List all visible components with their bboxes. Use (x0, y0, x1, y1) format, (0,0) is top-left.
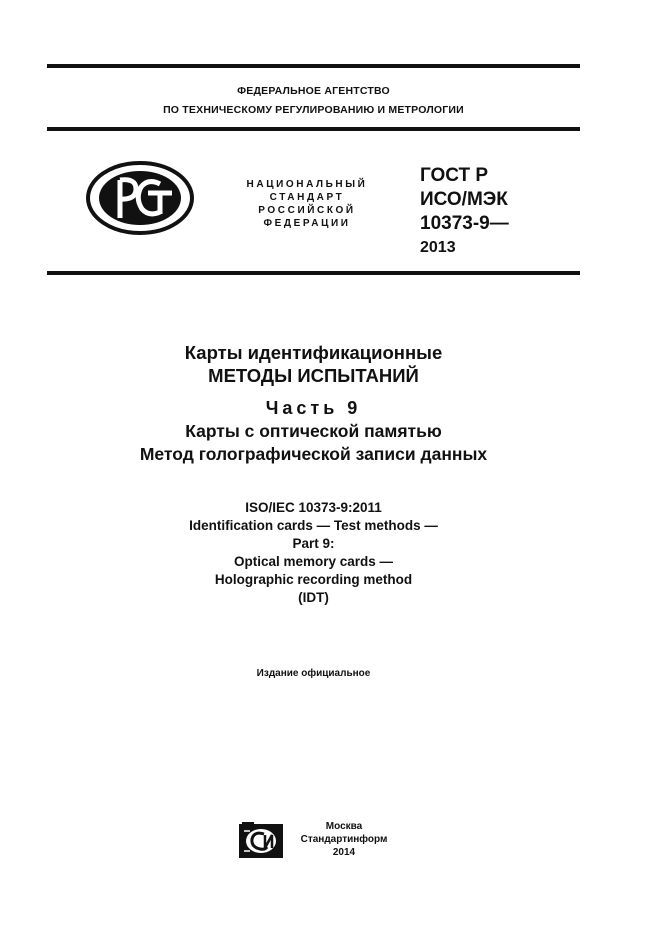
mid-rule (47, 271, 580, 275)
agency-line-2: ПО ТЕХНИЧЕСКОМУ РЕГУЛИРОВАНИЮ И МЕТРОЛОГИИ (163, 104, 464, 116)
designation-line-4: 2013 (420, 239, 456, 256)
title-en-line-2: Identification cards — Test methods — (189, 518, 438, 533)
publisher-name: Стандартинформ (300, 834, 388, 845)
national-standard-line-2: СТАНДАРТ (269, 192, 345, 203)
agency-line-1: ФЕДЕРАЛЬНОЕ АГЕНТСТВО (237, 85, 390, 97)
publisher-year: 2014 (332, 847, 356, 858)
title-en-line-6: (IDT) (298, 590, 329, 605)
agency-header (47, 82, 580, 120)
title-en-line-4: Optical memory cards — (233, 554, 394, 569)
standartinform-logo-icon (238, 821, 284, 859)
english-title-block (47, 499, 580, 607)
national-standard-line-4: ФЕДЕРАЦИИ (263, 218, 351, 229)
title-ru-line-1: Карты идентификационные (184, 342, 443, 363)
title-ru-sub-2: Метод голографической записи данных (139, 444, 488, 464)
title-ru-sub-1: Карты с оптической памятью (185, 421, 442, 441)
title-en-line-5: Holographic recording method (214, 572, 413, 587)
publisher-block (292, 820, 396, 859)
edition-label: Издание официальное (256, 668, 371, 679)
national-standard-line-1: НАЦИОНАЛЬНЫЙ (246, 179, 368, 190)
standard-designation (420, 164, 580, 260)
designation-line-1: ГОСТ Р (420, 165, 489, 186)
national-standard-line-3: РОССИЙСКОЙ (258, 205, 356, 216)
designation-line-3: 10373-9— (420, 213, 509, 234)
designation-line-2: ИСО/МЭК (420, 189, 508, 210)
publisher-city: Москва (325, 821, 363, 832)
title-ru-line-2: МЕТОДЫ ИСПЫТАНИЙ (208, 365, 419, 386)
top-rule (47, 64, 580, 68)
rst-emblem-icon (86, 160, 194, 236)
title-ru-part: Часть 9 (265, 398, 362, 418)
national-standard-label (232, 178, 382, 230)
title-en-line-1: ISO/IEC 10373-9:2011 (245, 500, 382, 515)
title-en-line-3: Part 9: (292, 536, 335, 551)
header-rule (47, 127, 580, 131)
russian-title-block (47, 341, 580, 466)
